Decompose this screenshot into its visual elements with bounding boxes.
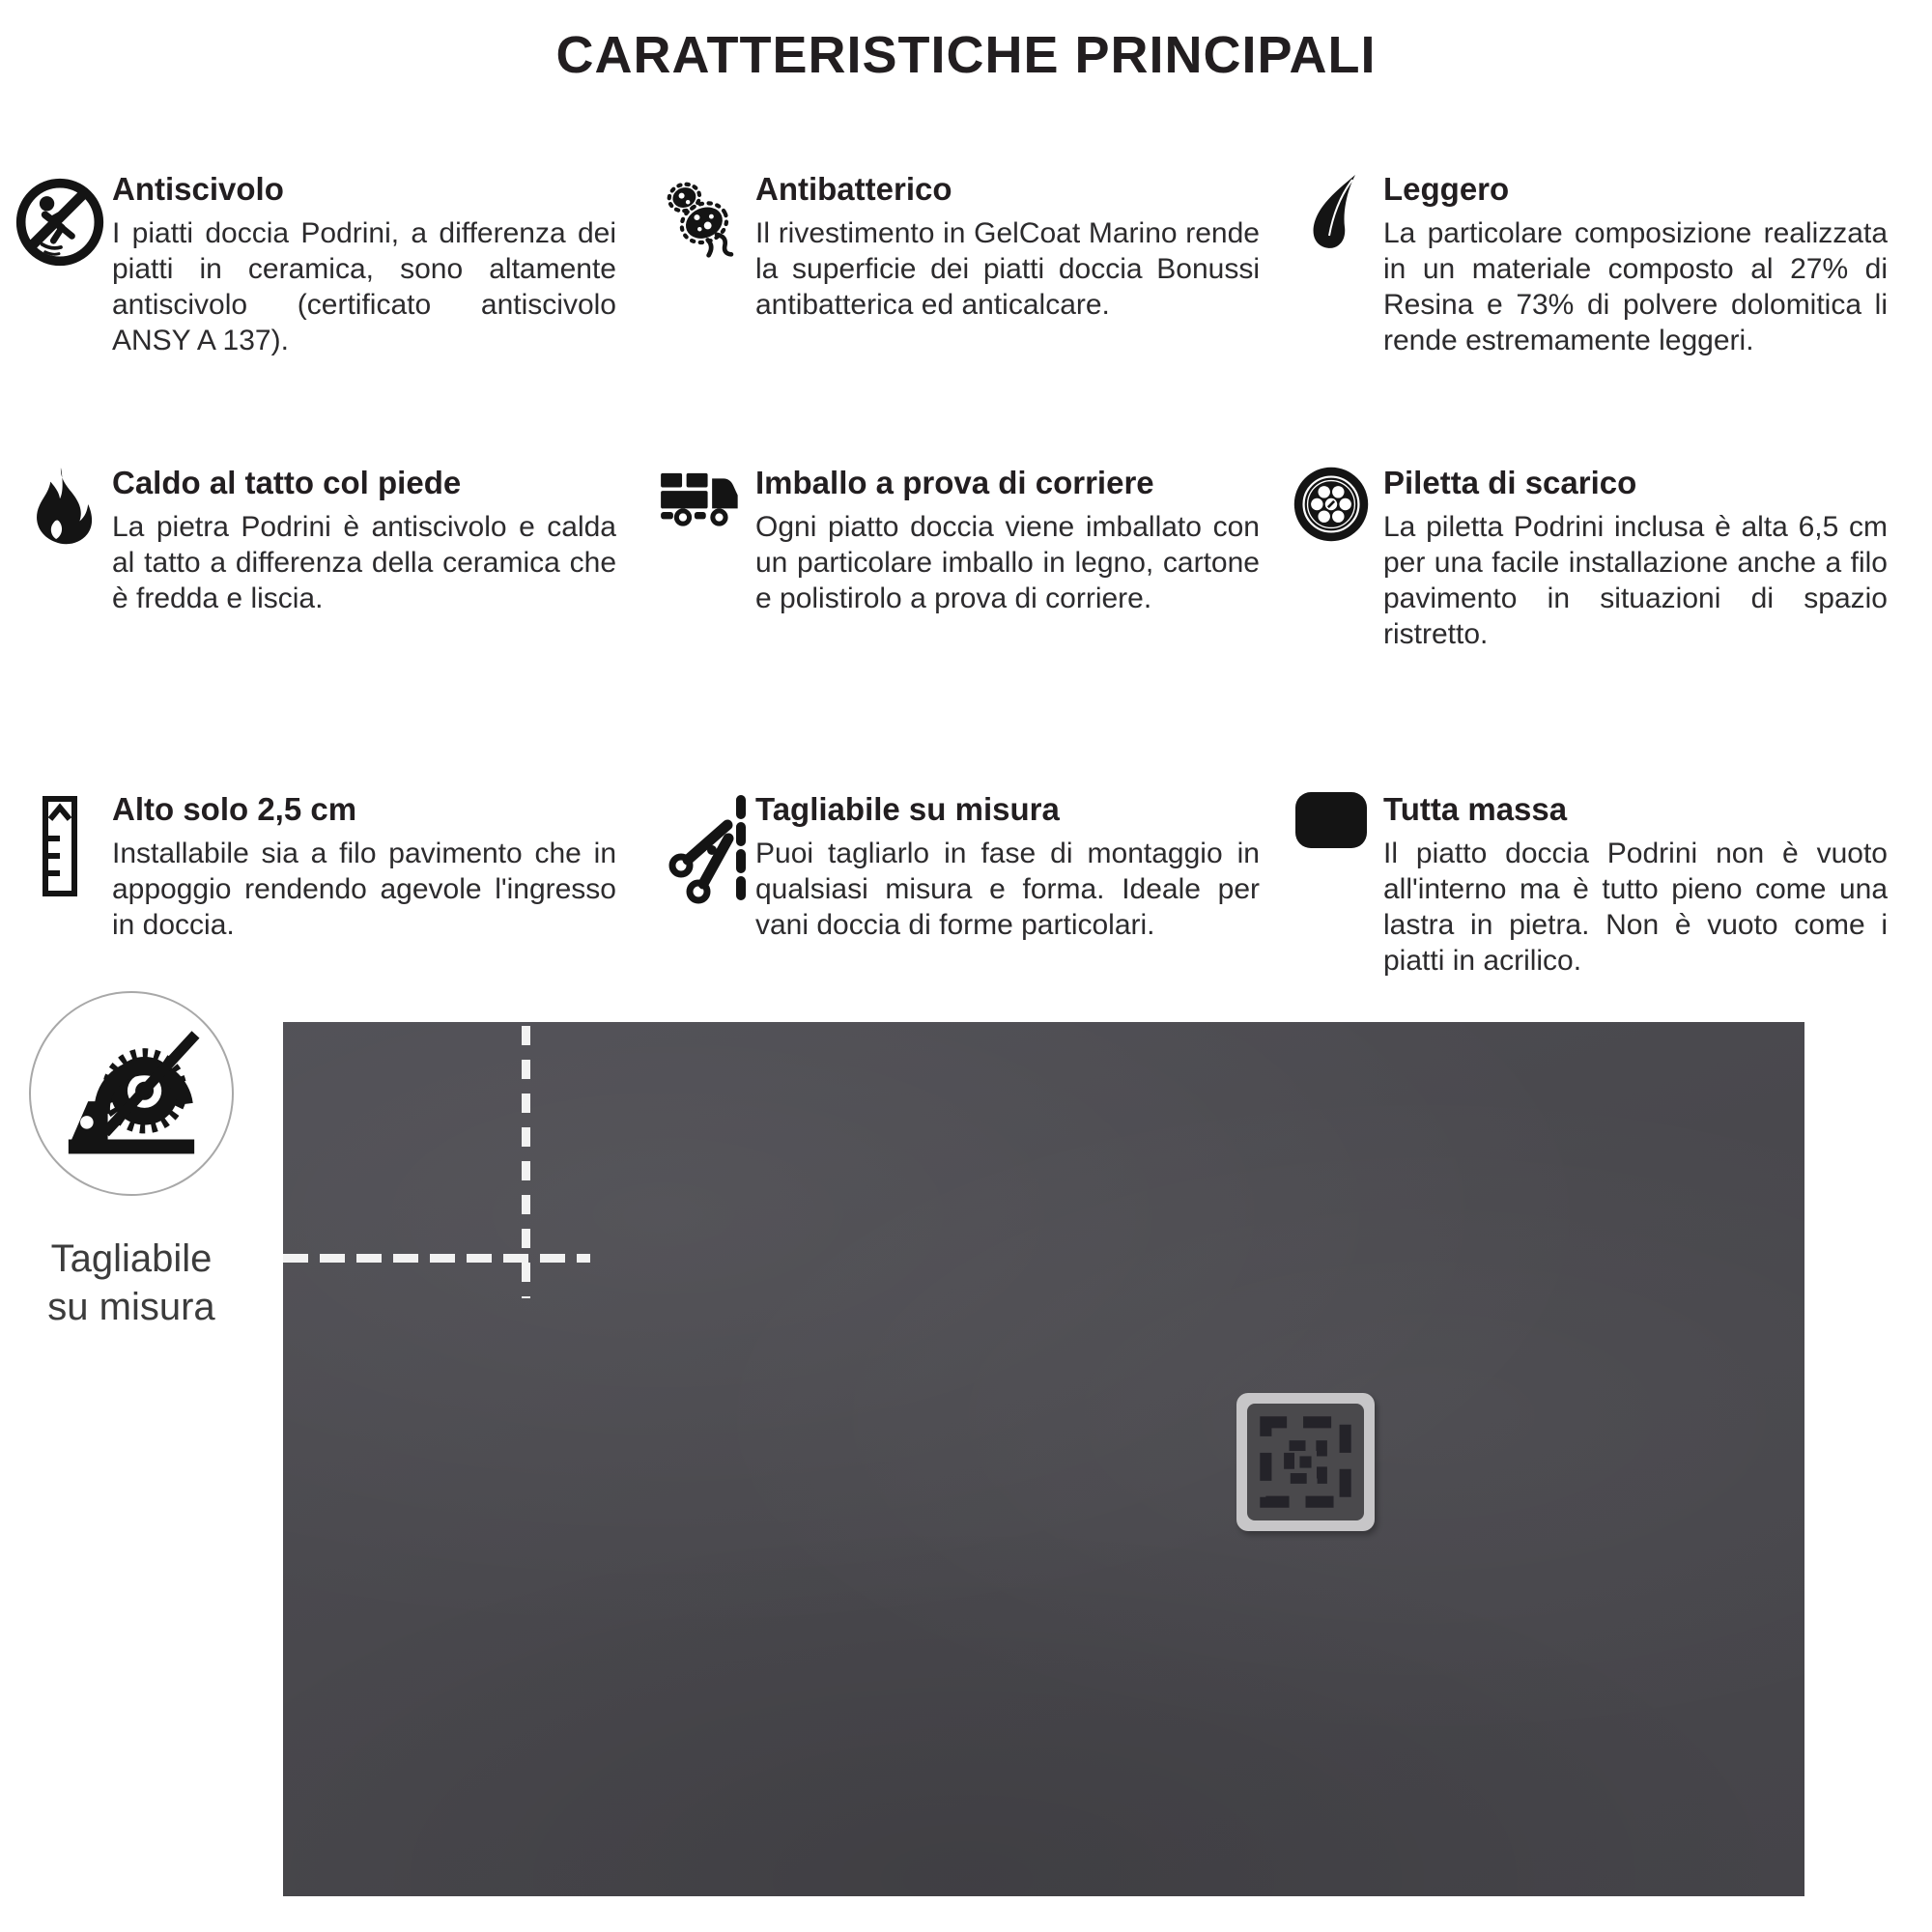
feature-title: Imballo a prova di corriere xyxy=(755,465,1154,500)
feature-body: La pietra Podrini è antiscivolo e calda al tatto a differenza della ceramica che è fredda e liscia. xyxy=(112,511,616,614)
feature-body: La piletta Podrini inclusa è alta 6,5 cm per una facile installazione anche a filo pavimento in situazioni di spazio ristretto. xyxy=(1383,511,1888,650)
feature-leggero xyxy=(1279,170,1888,358)
feature-title: Tagliabile su misura xyxy=(755,791,1060,827)
feature-piletta xyxy=(1279,464,1888,652)
drain-icon xyxy=(1279,464,1383,543)
bacteria-icon xyxy=(651,170,755,259)
feature-antiscivolo xyxy=(8,170,616,358)
feature-title: Tutta massa xyxy=(1383,791,1568,827)
delivery-truck-icon xyxy=(651,464,755,533)
feature-imballo xyxy=(651,464,1260,616)
feature-body: I piatti doccia Podrini, a differenza dei piatti in ceramica, sono altamente antiscivolo (certificato antiscivolo ANSY A 137). xyxy=(112,217,616,356)
feature-title: Piletta di scarico xyxy=(1383,465,1637,500)
feature-title: Leggero xyxy=(1383,171,1510,207)
feature-body: Il piatto doccia Podrini non è vuoto all'interno ma è tutto pieno come una lastra in pietra. Non è vuoto come i piatti in acrilico. xyxy=(1383,838,1888,977)
height-ruler-icon xyxy=(8,790,112,896)
feature-body: Il rivestimento in GelCoat Marino rende la superficie dei piatti doccia Bonussi antibatterica ed anticalcare. xyxy=(755,217,1260,321)
feature-antibatterico xyxy=(651,170,1260,323)
solid-slab-icon xyxy=(1279,790,1383,848)
feature-title: Antibatterico xyxy=(755,171,952,207)
feature-title: Caldo al tatto col piede xyxy=(112,465,462,500)
feature-body: Installabile sia a filo pavimento che in appoggio rendendo agevole l'ingresso in doccia. xyxy=(112,838,616,941)
miter-saw-icon xyxy=(58,1028,205,1159)
feature-tutta-massa xyxy=(1279,790,1888,979)
feature-title: Alto solo 2,5 cm xyxy=(112,791,357,827)
cut-to-size-badge-label: Tagliabile su misura xyxy=(47,1237,215,1328)
feature-caldo-al-tatto xyxy=(8,464,616,616)
cut-line-horizontal xyxy=(283,1254,590,1263)
page-title: CARATTERISTICHE PRINCIPALI xyxy=(555,26,1377,84)
feature-body: Ogni piatto doccia viene imballato con un particolare imballo in legno, cartone e polistirolo a prova di corriere. xyxy=(755,511,1260,614)
feather-icon xyxy=(1279,170,1383,257)
feature-body: Puoi tagliarlo in fase di montaggio in qualsiasi misura e forma. Ideale per vani doccia di forme particolari. xyxy=(755,838,1260,941)
feature-alto xyxy=(8,790,616,943)
cut-to-size-badge xyxy=(29,991,234,1196)
scissors-cut-icon xyxy=(651,790,755,910)
feature-tagliabile xyxy=(651,790,1260,943)
feature-body: La particolare composizione realizzata in un materiale composto al 27% di Resina e 73% di polvere dolomitica li rende estremamente leggeri. xyxy=(1383,217,1888,356)
no-slip-icon xyxy=(8,170,112,269)
drain-grate xyxy=(1236,1393,1375,1531)
shower-tray-photo xyxy=(283,1022,1804,1896)
feature-title: Antiscivolo xyxy=(112,171,284,207)
flame-icon xyxy=(8,464,112,545)
